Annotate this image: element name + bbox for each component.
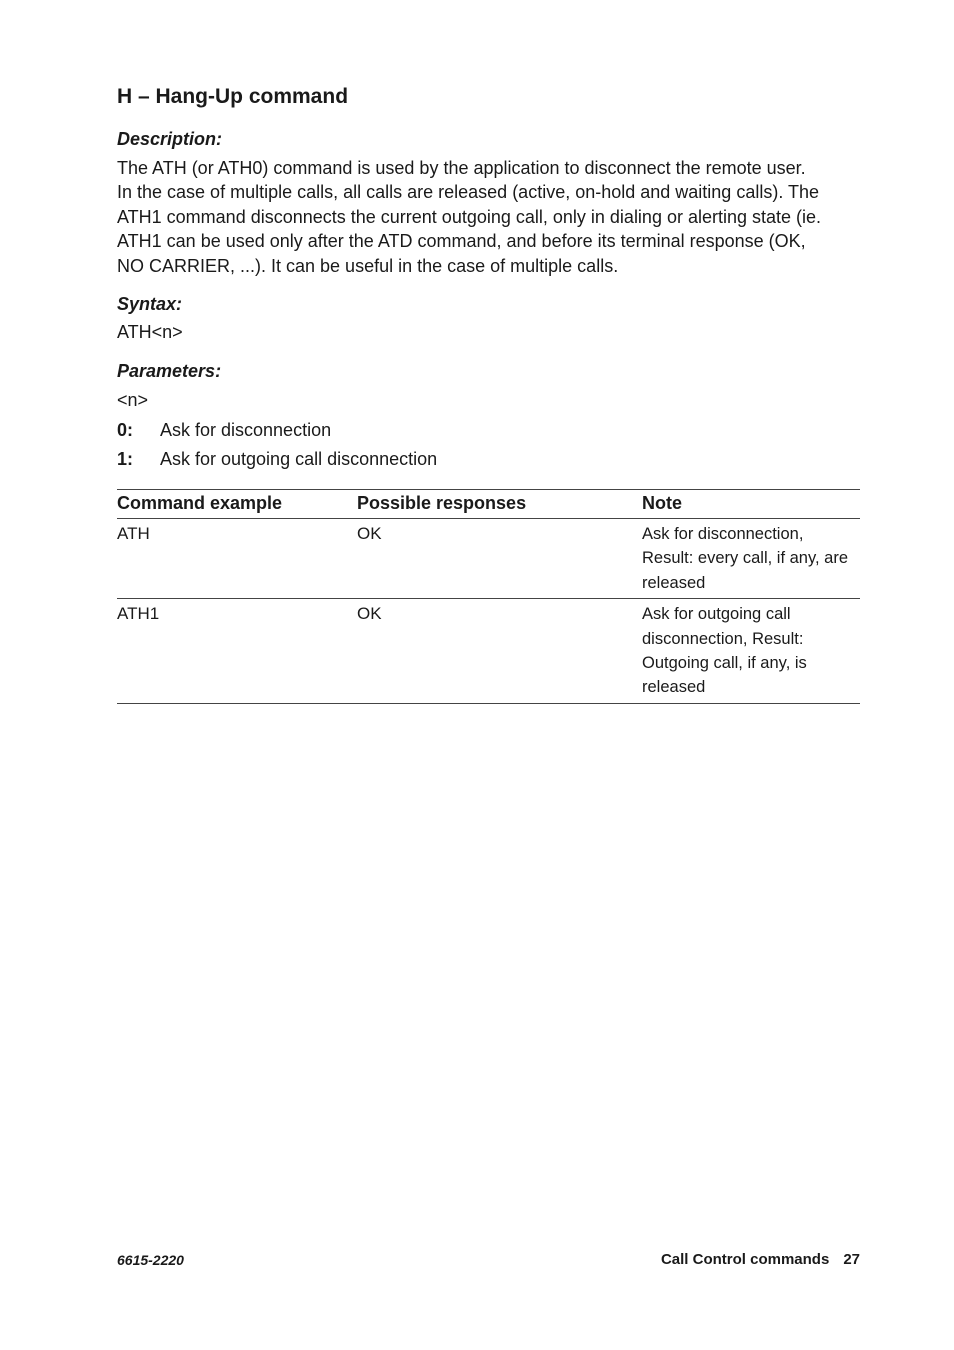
cell-command: ATH1 bbox=[117, 599, 357, 704]
cell-response: OK bbox=[357, 519, 642, 599]
description-line: In the case of multiple calls, all calls are released (active, on-hold and waiting calls). The bbox=[117, 182, 820, 203]
header-note: Note bbox=[642, 490, 860, 519]
table-row bbox=[117, 519, 860, 599]
note-line: Ask for disconnection, bbox=[642, 525, 804, 543]
note-line: released bbox=[642, 678, 706, 697]
footer-section-title: Call Control commands bbox=[660, 1251, 830, 1268]
note-line: released bbox=[642, 573, 706, 592]
syntax-value: ATH<n> bbox=[117, 322, 183, 342]
description-text bbox=[117, 156, 860, 278]
parameter-value-key: 1: bbox=[117, 449, 134, 469]
parameter-value-row bbox=[117, 418, 860, 442]
note-line: disconnection, Result: bbox=[642, 629, 804, 648]
cell-command: ATH bbox=[117, 519, 357, 599]
parameter-name: <n> bbox=[117, 390, 149, 410]
command-table bbox=[117, 489, 860, 704]
note-line: Result: every call, if any, are bbox=[642, 549, 849, 568]
cell-response: OK bbox=[357, 599, 642, 704]
description-line: NO CARRIER, ...). It can be useful in the case of multiple calls. bbox=[117, 255, 619, 276]
note-line: Outgoing call, if any, is bbox=[642, 654, 807, 673]
cell-note bbox=[642, 599, 860, 704]
note-line: Ask for outgoing call bbox=[642, 605, 791, 624]
parameters-label: Parameters: bbox=[117, 361, 222, 381]
table-row bbox=[117, 599, 860, 704]
parameter-value-row bbox=[117, 447, 860, 471]
section-heading: H – Hang-Up command bbox=[117, 85, 349, 108]
syntax-label: Syntax: bbox=[117, 294, 183, 314]
description-line: The ATH (or ATH0) command is used by the application to disconnect the remote user. bbox=[117, 158, 806, 178]
parameter-value-text: Ask for outgoing call disconnection bbox=[160, 449, 438, 469]
footer-doc-number: 6615-2220 bbox=[117, 1252, 184, 1268]
document-page bbox=[117, 0, 860, 1350]
header-command-example: Command example bbox=[117, 490, 357, 519]
description-label: Description: bbox=[117, 129, 223, 149]
parameter-value-text: Ask for disconnection bbox=[160, 420, 332, 440]
description-line: ATH1 can be used only after the ATD command, and before its terminal response (OK, bbox=[117, 231, 806, 252]
table-header-row bbox=[117, 490, 860, 519]
parameter-value-key: 0: bbox=[117, 420, 134, 440]
footer-page-number: 27 bbox=[843, 1251, 860, 1268]
header-possible-responses: Possible responses bbox=[357, 490, 642, 519]
footer-section bbox=[661, 1250, 860, 1270]
description-line: ATH1 command disconnects the current outgoing call, only in dialing or alerting state (ie. bbox=[117, 206, 822, 227]
cell-note bbox=[642, 519, 860, 599]
